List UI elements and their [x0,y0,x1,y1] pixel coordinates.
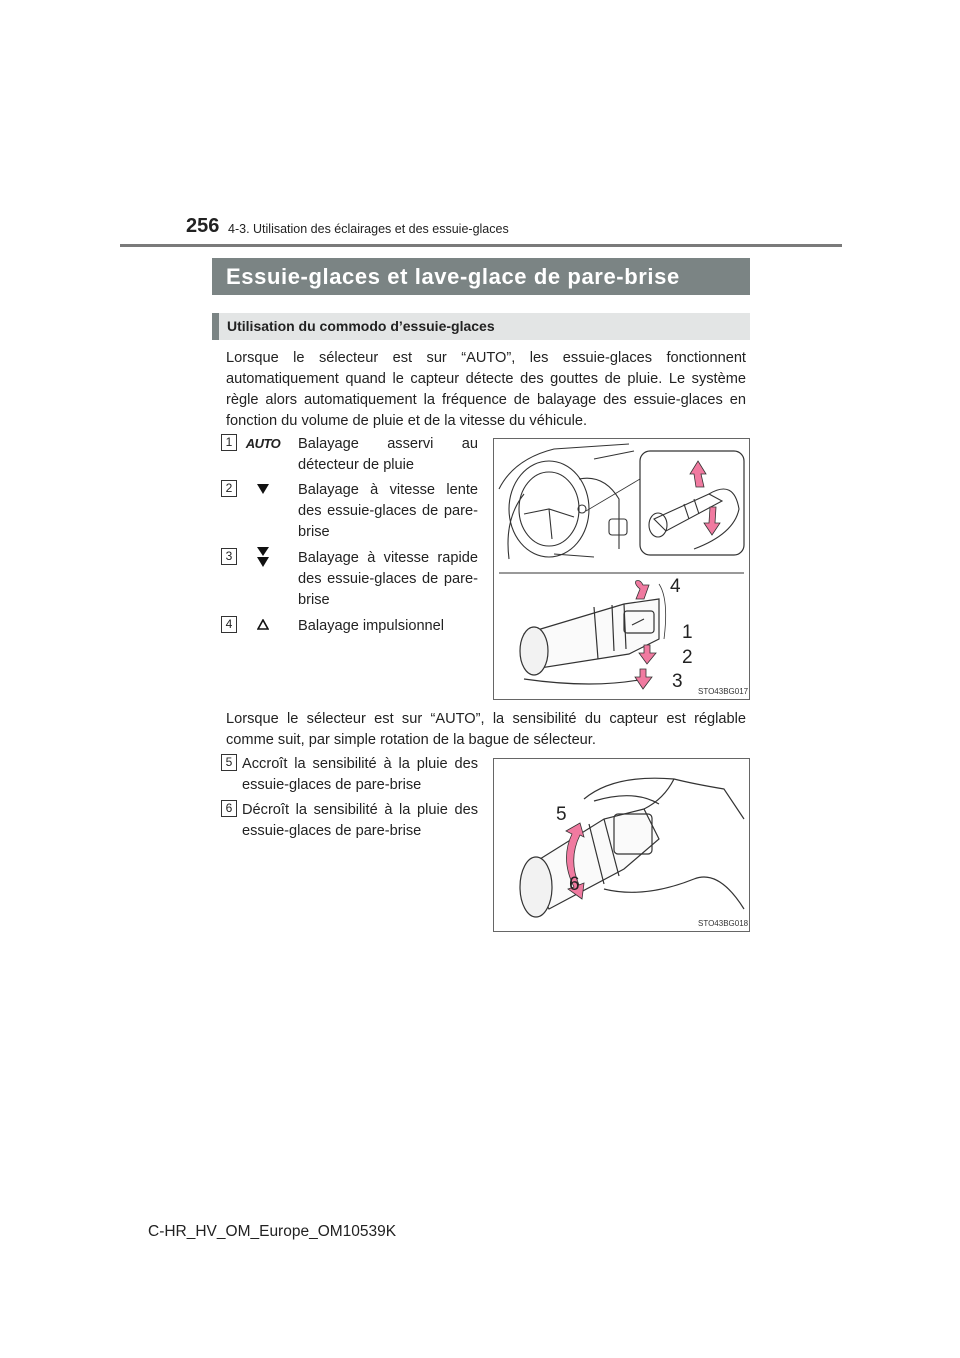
mode-text-low: Balayage à vitesse lente des essuie-glaces de pare-brise [298,482,478,540]
low-speed-icon [238,483,288,505]
item-number-2: 2 [221,480,237,497]
figure-code: STO43BG018 [698,919,749,928]
section-subtitle: Utilisation du commodo d’essuie-glaces [212,313,750,340]
mode-text-high: Balayage à vitesse rapide des essuie-glaces de pare-brise [298,550,478,608]
figure-code: STO43BG017 [698,687,749,696]
figure-callout-2: 2 [682,647,693,668]
item-number-5: 5 [221,754,237,771]
high-speed-icon [238,546,288,568]
sensitivity-ring-figure [493,758,750,932]
wiper-lever-illustration [494,439,749,699]
item-number-4: 4 [221,616,237,633]
sensitivity-ring-illustration [494,759,749,931]
item-number-3: 3 [221,548,237,565]
figure-callout-1: 1 [682,622,693,643]
figure-callout-5: 5 [556,804,567,825]
sensitivity-text-decrease: Décroît la sensibilité à la pluie des essuie-glaces de pare-brise [242,802,478,839]
auto-icon: AUTO [245,436,281,451]
sensitivity-paragraph: Lorsque le sélecteur est sur “AUTO”, la sensibilité du capteur est réglable comme suit, par simple rotation de la bague de sélecteur. [226,711,746,748]
item-number-6: 6 [221,800,237,817]
figure-callout-3: 3 [672,671,683,692]
footer-doc-id: C-HR_HV_OM_Europe_OM10539K [148,1223,397,1240]
wiper-lever-figure [493,438,750,700]
mode-text-auto: Balayage asservi au détecteur de pluie [298,436,478,473]
sensitivity-text-increase: Accroît la sensibilité à la pluie des essuie-glaces de pare-brise [242,756,478,793]
section-path: 4-3. Utilisation des éclairages et des essuie-glaces [228,222,509,236]
mode-text-mist: Balayage impulsionnel [298,618,445,634]
figure-callout-4: 4 [670,576,681,597]
item-number-1: 1 [221,434,237,451]
page-title: Essuie-glaces et lave-glace de pare-brise [212,258,750,295]
mist-icon [238,619,288,641]
page-number: 256 [186,215,220,237]
figure-callout-6: 6 [569,874,580,895]
intro-paragraph: Lorsque le sélecteur est sur “AUTO”, les essuie-glaces fonctionnent automatiquement quand le capteur détecte des gouttes de pluie. Le système règle alors automatiquement la fréquence de balayage des essuie-glaces en fonction du volume de pluie et de la vitesse du véhicule. [226,350,746,429]
header-rule [120,244,842,247]
